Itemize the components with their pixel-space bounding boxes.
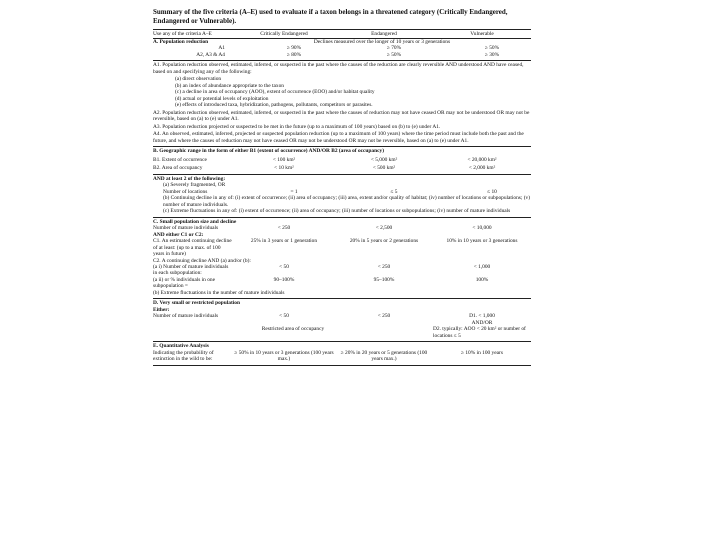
- header-criteria: Use any of the criteria A–E: [153, 30, 212, 37]
- list-item: (b) an index of abundance appropriate to the taxon: [175, 82, 284, 89]
- b-locations-row: Number of locations = 1 ≤ 5 ≤ 10: [163, 188, 497, 195]
- section-e: [153, 341, 531, 365]
- d-andor: AND/OR: [471, 319, 493, 326]
- section-c: [153, 217, 531, 297]
- section-e-heading: E. Quantitative Analysis: [153, 341, 531, 349]
- c2-text: C2. A continuing decline AND (a) and/or (b):: [153, 257, 251, 264]
- a1-list: [153, 76, 531, 108]
- section-d-heading: D. Very small or restricted population: [153, 298, 531, 306]
- d-either: Either:: [153, 306, 170, 313]
- c-mature-row: Number of mature individuals < 250 < 2,500 < 10,000: [153, 225, 492, 232]
- e-row: Indicating the probability of extinction in the wild to be: ≥ 50% in 10 years or 3 generations (100 years max.) ≥ 20% in 20 years or 5 generations (100 years max.) ≥ 10% in 100 years: [153, 349, 503, 363]
- section-c-heading: C. Small population size and decline: [153, 217, 531, 225]
- c-ai-row: (a i) Number of mature individuals in each subpopulation: < 50 < 250 < 1,000: [153, 264, 491, 277]
- c-and: AND either C1 or C2:: [153, 231, 204, 238]
- section-a-note: Declines measured over the longer of 10 years or 3 generations: [313, 38, 451, 45]
- d-restricted: Restricted area of occupancy: [261, 326, 325, 333]
- list-item: (c) a decline in area of occupancy (AOO), extent of occurrence (EOO) and/or habitat quality: [175, 89, 375, 96]
- a3-text: A3. Population reduction projected or suspected to be met in the future (up to a maximum of 100 years) based on (b) to (e) under A1.: [153, 123, 441, 130]
- criteria-summary-page: [153, 8, 531, 532]
- b-a: (a) Severely fragmented, OR: [163, 182, 226, 189]
- section-a: [153, 39, 531, 144]
- b-b: (b) Continuing decline in any of: (i) extent of occurrence; (ii) area of occupancy; (iii) area, extent and/or quality of habitat; (iv) number of locations or subpopulations; (v) number of mature individuals.: [163, 195, 531, 208]
- a2-text: A2. Population reduction observed, estimated, inferred, or suspected in the past where the causes of reduction may not have ceased OR may not be understood OR may not be reversible, based on (a) to (e) under A1.: [153, 109, 530, 123]
- b-c: (c) Extreme fluctuations in any of: (i) extent of occurrence; (ii) area of occupancy; (iii) number of locations or subpopulations; (iv) number of mature individuals: [163, 208, 511, 215]
- section-a-heading: A. Population reduction: [153, 38, 209, 45]
- page-title: Summary of the five criteria (A–E) used to evaluate if a taxon belongs in a threatened category (Critically Endangered, Endangered or Vulnerable).: [153, 8, 508, 25]
- header-cr: Critically Endangered: [260, 30, 308, 37]
- a1-text: A1. Population reduction observed, estimated, inferred, or suspected in the past where the causes of the reduction are clearly reversible AND understood AND have ceased, based on and specifying any of the following:: [153, 60, 531, 75]
- section-b: [153, 146, 531, 214]
- c-aii-row: (a ii) or % individuals in one subpopulation = 90–100% 95–100% 100%: [153, 276, 489, 290]
- d2-text: D2. typically: AOO < 20 km² or number of locations ≤ 5: [433, 326, 526, 339]
- a1-row: A1 ≥ 90% ≥ 70% ≥ 50%: [218, 45, 500, 52]
- a2-a4-row: A2, A3 & A4 ≥ 80% ≥ 50% ≥ 30%: [196, 51, 500, 58]
- bottom-rule: [153, 365, 531, 366]
- section-d: [153, 298, 531, 339]
- c1-row: C1. An estimated continuing decline of at least: (up to a max. of 100 years in future) 25% in 3 years or 1 generation 20% in 5 years or 2 generations 10% in 10 years or 3 generations: [153, 238, 518, 258]
- b1-row: B1. Extent of occurrence < 100 km² < 5,000 km² < 20,000 km²: [153, 156, 497, 163]
- list-item: (d) actual or potential levels of exploitation: [175, 95, 269, 102]
- header-en: Endangered: [371, 30, 397, 37]
- b-and: AND at least 2 of the following:: [153, 174, 531, 182]
- a4-text: A4. An observed, estimated, inferred, projected or suspected population reduction (up to a maximum of 100 years) where the time period must include both the past and the future, and where the causes of reduction may not have ceased OR may not be understood OR may not be reversible, based on (a) to (e) under A1.: [153, 131, 524, 144]
- header-vu: Vulnerable: [470, 30, 494, 37]
- d-mature-row: Number of mature individuals < 50 < 250 D1. < 1,000: [153, 313, 495, 320]
- section-b-heading: B. Geographic range in the form of either B1 (extent of occurrence) AND/OR B2 (area of occupancy): [153, 146, 531, 154]
- c-b-text: (b) Extreme fluctuations in the number of mature individuals: [153, 289, 285, 296]
- table-header: [153, 29, 531, 39]
- list-item: (a) direct observation: [175, 76, 222, 83]
- b2-row: B2. Area of occupancy < 10 km² < 500 km² < 2,000 km²: [153, 165, 496, 172]
- list-item: (e) effects of introduced taxa, hybridization, pathogens, pollutants, competitors or parasites.: [175, 102, 373, 109]
